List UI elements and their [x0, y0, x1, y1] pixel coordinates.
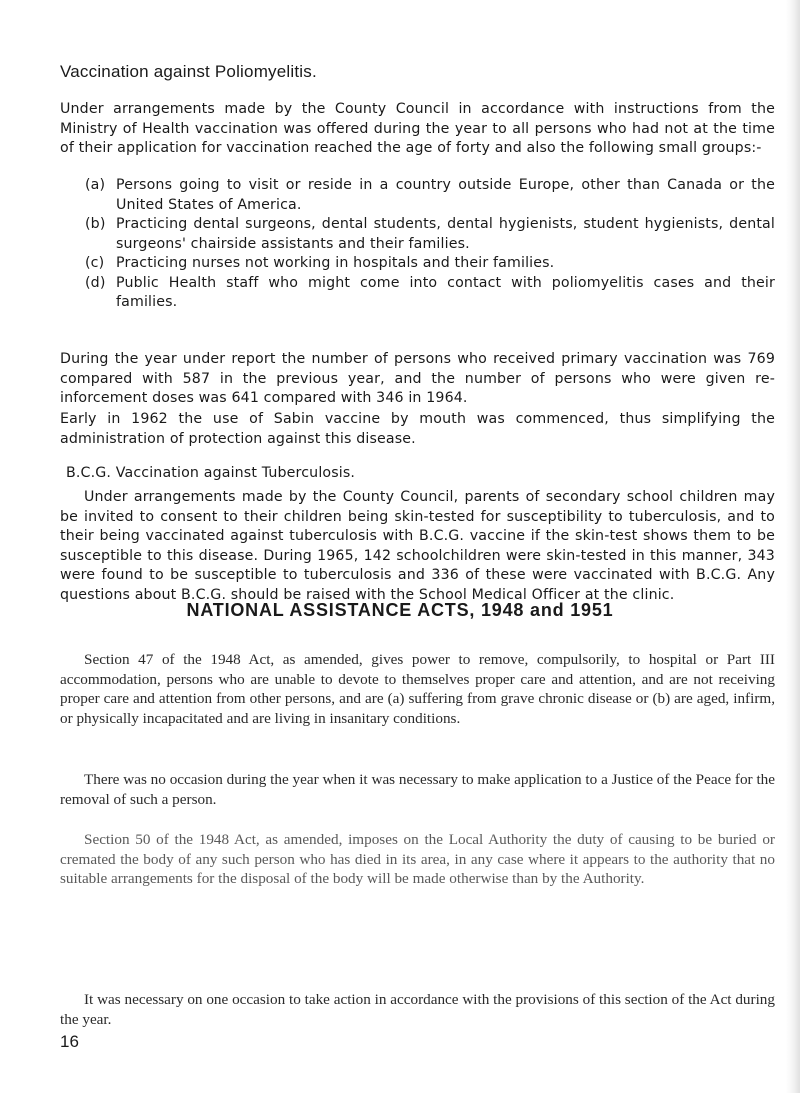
group-marker: (b) [85, 216, 106, 232]
vaccination-figures-paragraph: During the year under report the number of persons who received primary vaccination was 769 compared with 587 in the previous year, and the number of persons who were given re-inforcement doses was 641 compared with 346 in 1964. [60, 351, 775, 406]
group-marker: (c) [85, 255, 105, 271]
group-marker: (a) [85, 177, 106, 193]
polio-heading: Vaccination against Poliomyelitis. [60, 62, 317, 81]
group-item-a [85, 176, 775, 215]
page-number: 16 [60, 1032, 79, 1051]
group-item-b [85, 215, 775, 254]
polio-intro-paragraph: Under arrangements made by the County Council in accordance with instructions from the Ministry of Health vaccination was offered during the year to all persons who had not at the time of their application for vaccination reached the age of forty and also the following small groups:- [60, 101, 775, 156]
eligible-groups-list [85, 176, 775, 313]
bcg-heading: B.C.G. Vaccination against Tuberculosis. [66, 465, 356, 481]
group-text: Practicing dental surgeons, dental students, dental hygienists, student hygienists, dental surgeons' chairside assistants and their families. [116, 216, 775, 252]
group-text: Persons going to visit or reside in a country outside Europe, other than Canada or the United States of America. [116, 177, 775, 213]
group-marker: (d) [85, 274, 106, 291]
national-assistance-heading: NATIONAL ASSISTANCE ACTS, 1948 and 1951 [186, 600, 614, 620]
group-item-c [85, 254, 775, 274]
group-text: Public Health staff who might come into contact with poliomyelitis cases and their families. [116, 274, 775, 310]
bcg-paragraph: Under arrangements made by the County Council, parents of secondary school children may be invited to consent to their children being skin-tested for susceptibility to tuberculosis, and to their being vaccinated against tuberculosis with B.C.G. vaccine if the skin-test shows them to be susceptible to this disease. During 1965, 142 schoolchildren were skin-tested in this manner, 343 were found to be susceptible to tuberculosis and 336 of these were vaccinated with B.C.G. Any questions about B.C.G. should be raised with the School Medical Officer at the clinic. [60, 489, 775, 603]
no-occasion-paragraph: There was no occasion during the year when it was necessary to make application to a Justice of the Peace for the removal of such a person. [60, 771, 775, 808]
section50-action-paragraph: It was necessary on one occasion to take action in accordance with the provisions of this section of the Act during the year. [60, 991, 775, 1028]
sabin-paragraph: Early in 1962 the use of Sabin vaccine by mouth was commenced, thus simplifying the administration of protection against this disease. [60, 411, 775, 447]
group-text: Practicing nurses not working in hospitals and their families. [116, 255, 555, 271]
scan-edge-shadow [786, 0, 800, 1093]
section47-paragraph: Section 47 of the 1948 Act, as amended, gives power to remove, compulsorily, to hospital or Part III accommodation, persons who are unable to devote to themselves proper care and attention, and are not receiving proper care and attention from other persons, and are (a) suffering from grave chronic disease or (b) are aged, infirm, or physically incapacitated and are living in insanitary conditions. [60, 651, 775, 727]
section50-paragraph: Section 50 of the 1948 Act, as amended, imposes on the Local Authority the duty of causing to be buried or cremated the body of any such person who has died in its area, in any case where it appears to the authority that no suitable arrangements for the disposal of the body will be made otherwise than by the Authority. [60, 831, 775, 887]
group-item-d [85, 274, 775, 313]
